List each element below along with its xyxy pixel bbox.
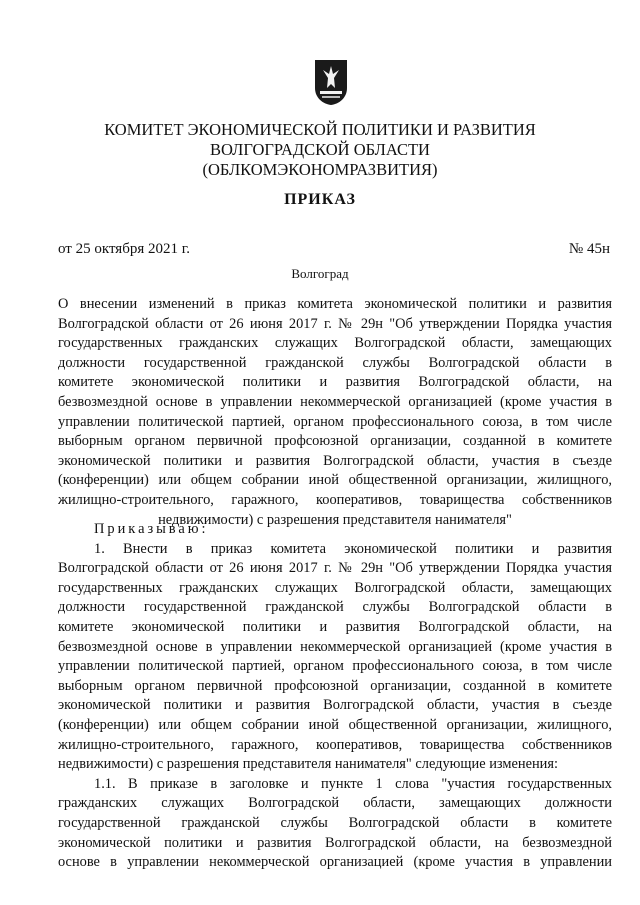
subject-line: безвозмездной основе в управлении некоммерческой организацией (кроме участия в xyxy=(58,393,612,410)
subject-line: выборным органом первичной профсоюзной организации, созданной в комитете xyxy=(58,433,612,450)
document-city: Волгоград xyxy=(291,266,349,281)
document-subject xyxy=(58,295,612,530)
subject-line: государственных гражданских служащих Волгоградской области, замещающих xyxy=(58,335,612,352)
body-line: гражданских служащих Волгоградской области, замещающих должности xyxy=(58,795,612,812)
document-title: ПРИКАЗ xyxy=(284,191,356,208)
subject-line: недвижимости) с разрешения представителя нанимателя" xyxy=(158,511,512,528)
subject-line: управлении политической партией, органом профессионального союза, в том числе xyxy=(58,413,612,430)
order-word: Приказываю: xyxy=(94,521,209,537)
subject-line: жилищно-строительного, гаражного, кооперативов, товарищества собственников xyxy=(58,491,612,508)
body-line: государственных гражданских служащих Волгоградской области, замещающих xyxy=(58,579,612,596)
body-line: комитете экономической политики и развития Волгоградской области, на xyxy=(58,618,612,635)
committee-name-line-1: КОМИТЕТ ЭКОНОМИЧЕСКОЙ ПОЛИТИКИ И РАЗВИТИЯ xyxy=(104,120,536,139)
subject-line: (конференции) или общем собрании иной общественной организации, жилищного, xyxy=(58,472,612,489)
volgograd-emblem-icon xyxy=(313,58,349,106)
body-line: 1. Внести в приказ комитета экономической политики и развития xyxy=(94,540,612,557)
body-line: управлении политической партией, органом профессионального союза, в том числе xyxy=(58,658,612,675)
body-line: государственной гражданской службы Волгоградской области в комитете xyxy=(58,814,612,831)
subject-line: О внесении изменений в приказ комитета экономической политики и развития xyxy=(58,296,612,312)
body-line: выборным органом первичной профсоюзной организации, созданной в комитете xyxy=(58,677,612,694)
body-line: жилищно-строительного, гаражного, кооперативов, товарищества собственников xyxy=(58,736,612,753)
subject-line: Волгоградской области от 26 июня 2017 г. № 29н "Об утверждении Порядка участия xyxy=(58,315,612,332)
document-number: № 45н xyxy=(568,241,610,257)
body-line: экономической политики и развития Волгоградской области, на безвозмездной xyxy=(58,834,612,851)
body-line: недвижимости) с разрешения представителя нанимателя" следующие изменения: xyxy=(58,756,558,773)
body-line: Волгоградской области от 26 июня 2017 г. № 29н "Об утверждении Порядка участия xyxy=(58,560,612,577)
body-line: основе в управлении некоммерческой организацией (кроме участия в управлении xyxy=(58,854,612,871)
committee-name-line-2: ВОЛГОГРАДСКОЙ ОБЛАСТИ xyxy=(210,140,430,159)
body-line: 1.1. В приказе в заголовке и пункте 1 слова "участия государственных xyxy=(94,775,612,792)
document-date: от 25 октября 2021 г. xyxy=(58,241,190,257)
subject-line: экономической политики и развития Волгоградской области, участия в съезде xyxy=(58,452,612,469)
body-line: (конференции) или общем собрании иной общественной организации, жилищного, xyxy=(58,716,612,733)
body-line: экономической политики и развития Волгоградской области, участия в съезде xyxy=(58,697,612,714)
subject-line: должности государственной гражданской службы Волгоградской области в xyxy=(58,354,612,371)
subject-line: комитете экономической политики и развития Волгоградской области, на xyxy=(58,374,612,391)
document-body xyxy=(58,520,612,873)
body-line: должности государственной гражданской службы Волгоградской области в xyxy=(58,599,612,616)
committee-abbreviation: (ОБЛКОМЭКОНОМРАЗВИТИЯ) xyxy=(202,160,438,179)
body-line: безвозмездной основе в управлении некоммерческой организацией (кроме участия в xyxy=(58,638,612,655)
